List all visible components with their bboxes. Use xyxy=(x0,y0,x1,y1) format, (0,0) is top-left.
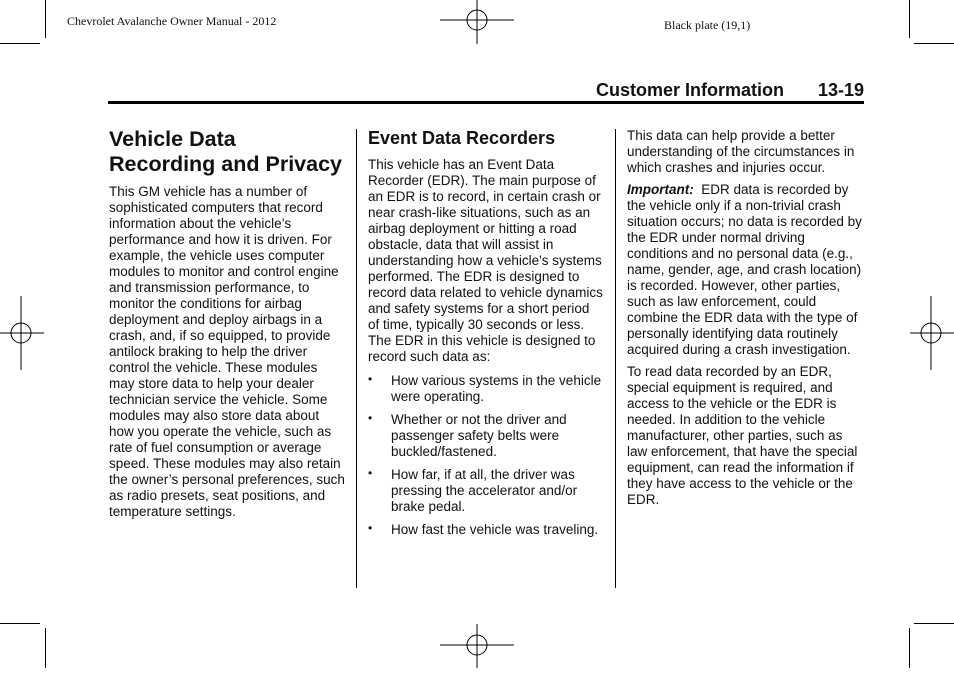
list-item: • How fast the vehicle was traveling. xyxy=(368,521,599,537)
section-name: Customer Information xyxy=(595,80,784,100)
list-item: • How far, if at all, the driver was pressing the accelerator and/or brake pedal. xyxy=(368,466,578,514)
registration-mark-left-icon xyxy=(0,296,44,375)
list-item: • Whether or not the driver and passenger safety belts were buckled/fastened. xyxy=(368,411,567,459)
registration-mark-bottom-icon xyxy=(440,624,514,673)
crop-mark xyxy=(45,628,46,668)
bullet-icon: • xyxy=(368,521,373,535)
column-divider xyxy=(615,129,616,588)
header-rule xyxy=(108,101,864,104)
subsection-title: Event Data Recorders xyxy=(368,128,556,148)
crop-mark xyxy=(909,0,910,38)
column-1 xyxy=(109,127,345,526)
important-label: Important: xyxy=(627,182,694,197)
crop-mark xyxy=(0,43,40,44)
column-2 xyxy=(368,128,604,545)
registration-mark-right-icon xyxy=(910,296,954,375)
registration-mark-top-icon xyxy=(440,0,514,49)
body-paragraph: This data can help provide a better understanding of the circumstances in which crashes and injuries occur. xyxy=(627,128,855,175)
section-title: Vehicle Data Recording and Privacy xyxy=(109,127,342,176)
bullet-icon: • xyxy=(368,411,373,425)
important-text: EDR data is recorded by the vehicle only if a non-trivial crash situation occurs; no data is recorded by the EDR under normal driving conditions and no personal data (e.g., name, gender, age, and crash location) is recorded. However, other parties, such as law enforcement, could combine the EDR data with the type of personally identifying data routinely acquired during a crash investigation. xyxy=(627,182,862,357)
bullet-icon: • xyxy=(368,372,373,386)
crop-mark xyxy=(914,623,954,624)
body-paragraph: To read data recorded by an EDR, special equipment is required, and access to the vehicle or the EDR is needed. In addition to the vehicle manufacturer, other parties, such as law enforcement, that have the special equipment, can read the information if they have access to the vehicle or the EDR. xyxy=(627,364,858,507)
page-number: 13-19 xyxy=(817,80,864,100)
important-note xyxy=(627,182,863,358)
bullet-icon: • xyxy=(368,466,373,480)
list-item: • How various systems in the vehicle were operating. xyxy=(368,372,602,404)
plate-info-left: Chevrolet Avalanche Owner Manual - 2012 xyxy=(67,14,277,28)
body-paragraph: This vehicle has an Event Data Recorder (EDR). The main purpose of an EDR is to record, in certain crash or near crash-like situations, such as an airbag deployment or hitting a road obstacle, data that will assist in understanding how a vehicle's systems performed. The EDR is designed to record data related to vehicle dynamics and safety systems for a short period of time, typically 30 seconds or less. The EDR in this vehicle is designed to record such data as: xyxy=(368,157,603,364)
bullet-list xyxy=(368,373,604,538)
column-divider xyxy=(356,129,357,588)
crop-mark xyxy=(45,0,46,38)
plate-info-right: Black plate (19,1) xyxy=(664,18,751,32)
crop-mark xyxy=(914,43,954,44)
column-3 xyxy=(627,128,863,514)
crop-mark xyxy=(909,628,910,668)
crop-mark xyxy=(0,623,40,624)
body-paragraph: This GM vehicle has a number of sophisticated computers that record information about the vehicle’s performance and how it is driven. For example, the vehicle uses computer modules to monitor and control engine and transmission performance, to monitor the conditions for airbag deployment and deploy airbags in a crash, and, if so equipped, to provide antilock braking to help the driver control the vehicle. These modules may store data to help your dealer technician service the vehicle. Some modules may also store data about how you operate the vehicle, such as rate of fuel consumption or average speed. These modules may also retain the owner’s personal preferences, such as radio presets, seat positions, and temperature settings. xyxy=(109,184,345,519)
